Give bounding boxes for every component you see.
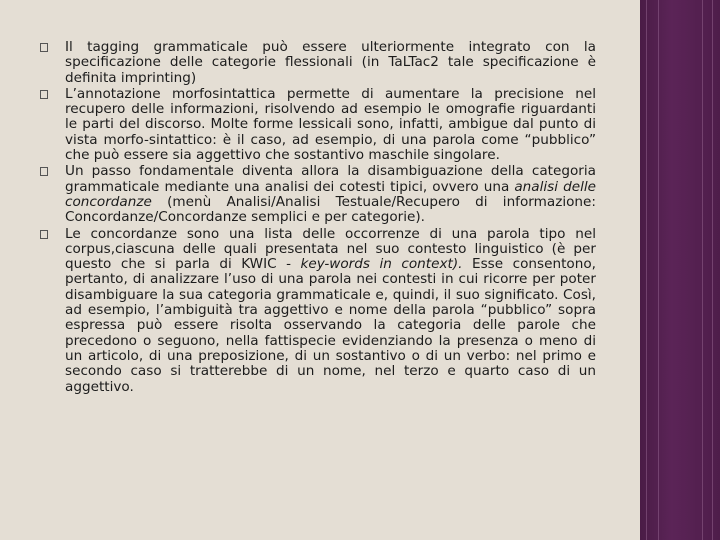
band-stripe xyxy=(702,0,703,540)
bullet-text: L’annotazione morfosintattica permette di aumentare la precisione nel recupero delle informazioni, risolvendo ad esempio le omografie riguardanti le parti del discorso. Molte forme lessicali sono, infatti, ambigue dal punto di vista morfo-sintattico: è il caso, ad esempio, di una parola come “pubblico” che può essere sia aggettivo che sostantivo maschile singolare. xyxy=(65,85,596,164)
square-bullet-icon xyxy=(40,230,48,239)
square-bullet-icon xyxy=(40,167,48,176)
bullet-text-end: (menù Analisi/Analisi Testuale/Recupero di informazione: Concordanze/Concordanze semplici e per categorie). xyxy=(65,193,596,226)
band-stripe xyxy=(658,0,659,540)
bullet-item xyxy=(40,87,596,163)
square-bullet-icon xyxy=(40,43,48,52)
slide-content xyxy=(40,40,596,396)
bullet-list xyxy=(40,40,596,395)
band-stripe xyxy=(646,0,647,540)
bullet-text-emphasis: key-words in context). xyxy=(300,256,463,273)
band-stripe xyxy=(712,0,713,540)
bullet-text-start: Le concordanze sono una lista delle occorrenze di una parola tipo nel corpus,ciascuna delle quali presentata nel suo contesto linguistico (è per questo che si parla di KWIC - xyxy=(65,225,596,273)
decorative-side-band xyxy=(640,0,720,540)
bullet-item xyxy=(40,40,596,86)
bullet-text-emphasis: analisi delle concordanze xyxy=(65,178,597,210)
bullet-item xyxy=(40,227,596,395)
square-bullet-icon xyxy=(40,90,48,99)
bullet-text-end: Esse consentono, pertanto, di analizzare l’uso di una parola nei contesti in cui ricorre per poter disambiguare la sua categoria grammaticale e, quindi, il suo significato. Così, ad esempio, l’ambiguità tra aggettivo e nome della parola “pubblico” sopra espressa può essere risolta osservando la categoria delle parole che precedono o seguono, nella fattispecie evidenziando la presenza o meno di un articolo, di una preposizione, di un sostantivo o di un verbo: nel primo e secondo caso si tratterebbe di un nome, nel terzo e quarto caso di un aggettivo. xyxy=(65,256,596,395)
bullet-text-start: Un passo fondamentale diventa allora la disambiguazione della categoria grammaticale mediante una analisi dei cotesti tipici, ovvero una xyxy=(65,163,596,195)
bullet-text: Il tagging grammaticale può essere ulteriormente integrato con la specificazione delle categorie flessionali (in TaLTac2 tale specificazione è definita imprinting) xyxy=(65,39,596,86)
bullet-item xyxy=(40,164,596,225)
